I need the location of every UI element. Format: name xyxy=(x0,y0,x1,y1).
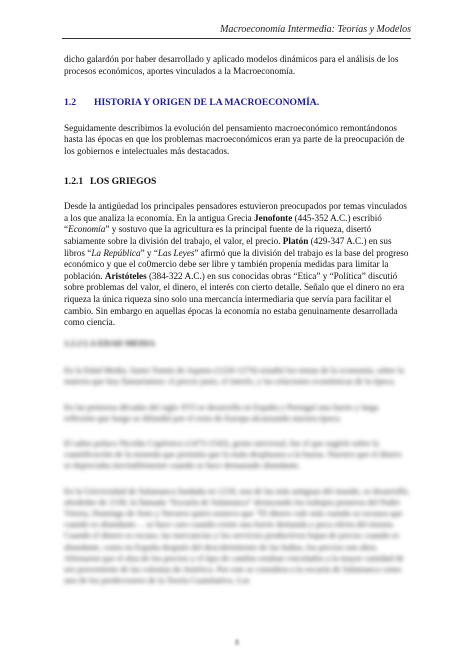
name-platon: Platón xyxy=(282,235,309,246)
document-body xyxy=(64,54,410,329)
name-aristoteles: Aristóteles xyxy=(104,270,147,281)
section-number: 1.2 xyxy=(64,97,76,109)
work-title-leyes: Las Leyes xyxy=(157,247,195,258)
text-run: ” y sostuvo que la agricultura es la principal fuente de la riqueza, disertó sabiamente sobre la división del trabajo, el valor, el precio. xyxy=(64,224,372,246)
name-jenofonte: Jenofonte xyxy=(254,212,293,223)
intro-paragraph: dicho galardón por haber desarrollado y aplicado modelos dinámicos para el análisis de los procesos económicos, aportes vinculados a la Macroeconomía. xyxy=(64,54,399,76)
text-run: (429-347 A.C.) en sus libros “ xyxy=(64,235,392,258)
blurred-paragraph: En las primeras décadas del siglo XVI se desarrolla en España y Portugal una fuerte y larga reflexión que luego se difundió por el resto de Europa alcanzando nuestra época. xyxy=(64,401,379,423)
work-title-economia: Economía xyxy=(68,224,106,235)
subsection-heading-1-2-1 xyxy=(64,176,410,188)
subsection-title: LOS GRIEGOS xyxy=(90,175,157,187)
page-number: 8 xyxy=(235,638,239,647)
blurred-paragraph: El sabio polaco Nicolás Copérnico (1473-1543), genio universal, fue el que sugirió sobre la cuantificación de la moneda que permitía que la mala desplazara a la buena. Nuestro que el dinero se depreciaba inevitablemente cuando se hace demasiado abundante. xyxy=(64,438,402,471)
blurred-heading: 1.2.2 LA EDAD MEDIA xyxy=(64,338,156,348)
los-griegos-paragraph xyxy=(64,201,410,329)
text-run: (445-352 A.C.) escribió “ xyxy=(64,212,382,235)
text-run: Desde la antigüedad los principales pensadores estuvieron preocupados por temas vinculados a los que analiza la economía. En la antigua Grecia xyxy=(64,201,407,223)
text-run: ” afirmó que la división del trabajo es la base del progreso económico y que el co0mercio debe ser libre y también propenía medidas para limitar la población. xyxy=(64,247,409,281)
text-run: ” y “ xyxy=(140,247,158,258)
work-title-republica: La República xyxy=(91,247,141,258)
text-run: (384-322 A.C.) en sus conocidas obras “Etica” y “Política” discutió sobre problemas del valor, el dinero, el interés con cierto detalle. Señalo que el dinero no era riqueza la única riqueza sino solo una mercancía intermediaria que servía para facilitar el cambio. Sin embargo en aquellas épocas la economía no estaba genuinamente desarrollada como ciencia. xyxy=(64,270,405,328)
blurred-paragraph: En la Universidad de Salamanca fundada en 1218, una de las más antiguas del mundo, se desarrolló, alrededor de 1530, la llamada “Escuela de Salamanca” destacando los trabajos pioneros del Padre Vitoria, Domingo de Soto y Navarro quien sostuvo que “El dinero vale más cuando se escasea que cuando es abundante… se hace caro cuando existe una fuerte demanda y poca oferta del mismo. Cuando el dinero es escaso, las mercancías y los servicios productivos bajan de precio; cuando es abundante, como en España después del descubrimiento de las Indias, los precios son altos. Afirmaron que el alza de los precios y el tipo de cambio estaban vinculados a la mayor cantidad de oro proveniente de las colonias de América. Por este se considera a la escuela de Salamanca como uno de los predecesores de la Teoría Cuantitativa. Los xyxy=(64,485,410,586)
section-title: HISTORIA Y ORIGEN DE LA MACROECONOMÍA. xyxy=(94,97,320,109)
running-header: Macroeconomía Intermedia: Teorías y Modelos xyxy=(62,24,411,39)
section-1-2-paragraph: Seguidamente describimos la evolución del pensamiento macroeconómico remontándonos hasta las épocas en que los problemas macroeconómicos eran ya parte de la preocupación de los gobiernos e intelectuales más destacados. xyxy=(64,122,405,156)
blurred-paragraph: En la Edad Media, Santo Tomás de Aquino (1226-1274) estudió los temas de la economía, sobre la materia que hoy llamaríamos: el precio justo, el interés, y las relaciones económicas de la época. xyxy=(64,365,405,387)
blurred-preview-region xyxy=(64,338,410,600)
section-heading-1-2 xyxy=(64,97,410,109)
subsection-number: 1.2.1 xyxy=(64,175,84,187)
